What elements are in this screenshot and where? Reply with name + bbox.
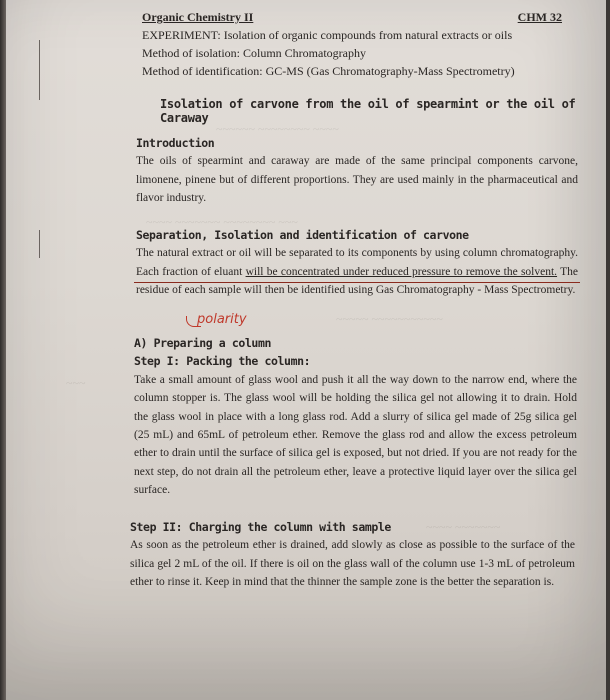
step2-heading: Step II: Charging the column with sample — [130, 520, 391, 534]
bleed-through-text: ~~~~~~ ~~~~~~~~ ~~~~ — [216, 122, 339, 136]
page-title: Isolation of carvone from the oil of spearmint or the oil of Caraway — [160, 97, 576, 125]
separation-heading: Separation, Isolation and identification of carvone — [136, 228, 469, 242]
step1-heading: Step I: Packing the column: — [134, 354, 311, 369]
column-heading: A) Preparing a column — [134, 336, 271, 350]
experiment-label: EXPERIMENT: — [142, 28, 221, 42]
identification-method: Method of identification: GC-MS (Gas Chromatography-Mass Spectrometry) — [142, 64, 515, 78]
column-section — [134, 334, 577, 500]
bleed-through-text: ~~~~ ~~~~~~~ — [426, 520, 501, 534]
introduction-heading: Introduction — [136, 136, 215, 150]
bleed-through-text: ~~~~~ ~~~~~~~~~~~ — [336, 312, 443, 326]
bleed-through-text: ~~~ — [66, 376, 86, 390]
course-line — [142, 8, 562, 26]
document-header — [142, 8, 562, 80]
handwritten-underline — [134, 282, 580, 283]
binding-mark — [39, 230, 40, 258]
step2-text: As soon as the petroleum ether is drained, add slowly as close as possible to the surface of the silica gel 2 mL of the oil. If there is oil on the glass wall of the column use 1-3 mL of petroleum ether to rinse it. Keep in mind that the thinner the sample zone is the better the separation is. — [130, 539, 575, 589]
binding-mark — [39, 40, 40, 100]
step1-text: Take a small amount of glass wool and push it all the way down to the narrow end, where the column stopper is. The glass wool will be holding the silica gel not allowing it to drain. Hold the glass wool in place with a long glass rod. Add a slurry of silica gel made of 25g silica gel (25 mL) and 65mL of petroleum ether. Remove the glass rod and allow the excess petroleum ether to drain until the surface of silica gel is exposed, but not dried. If you are not ready for the next step, do not drain all the petroleum ether, leave a protective liquid layer over the silica gel surface. — [134, 373, 577, 497]
isolation-method: Method of isolation: Column Chromatography — [142, 46, 366, 60]
bleed-through-text: ~~~~ ~~~~~~~ ~~~~~~~~ ~~~ — [146, 215, 298, 229]
course-title: Organic Chemistry II — [142, 10, 254, 24]
separation-text-part2: The residue of each sample will then be identified using Gas Chromatography - Mass Spectrometry. — [136, 265, 579, 297]
separation-section — [136, 226, 578, 300]
course-code: CHM 32 — [517, 10, 562, 24]
handwritten-annotation: polarity — [197, 312, 247, 327]
experiment-name: Isolation of organic compounds from natural extracts or oils — [223, 28, 513, 42]
separation-text-part1: The natural extract or oil will be separated to its components by using column chromatography. Each fraction of eluant — [136, 247, 578, 278]
separation-text-underlined: will be concentrated under reduced pressure to remove the solvent. — [245, 265, 558, 278]
introduction-section — [136, 134, 578, 208]
experiment-line — [142, 26, 562, 44]
separation-text — [136, 244, 578, 299]
step2-section — [130, 518, 575, 592]
introduction-text: The oils of spearmint and caraway are made of the same principal components carvone, limonene, pinene but of different proportions. They are used mainly in the pharmaceutical and flavor industry. — [136, 155, 578, 205]
